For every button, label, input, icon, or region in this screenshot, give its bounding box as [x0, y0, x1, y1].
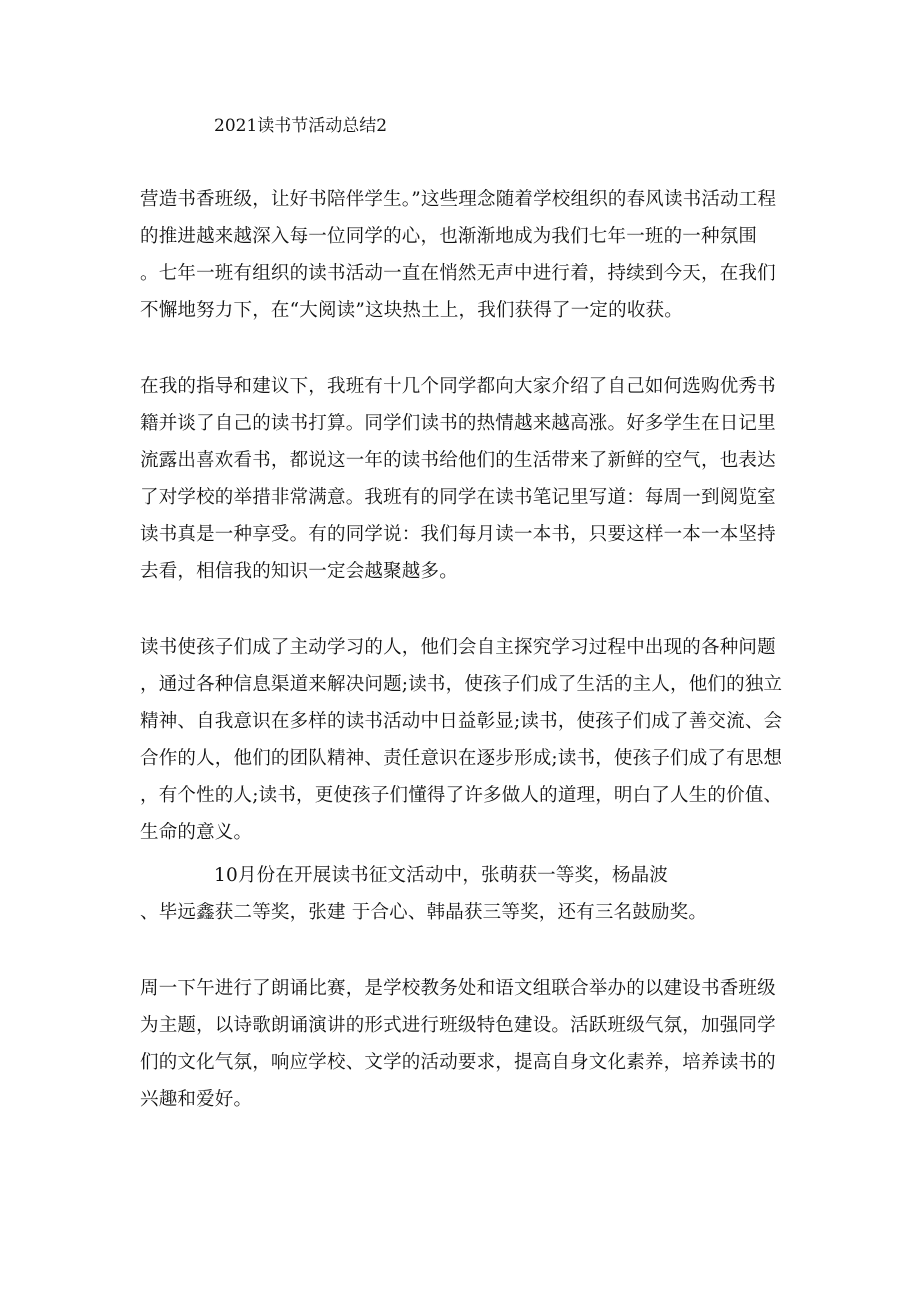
paragraph-3-line-4: 合作的人，他们的团队精神、责任意识在逐步形成;读书，使孩子们成了有思想	[140, 748, 783, 769]
paragraph-3-line-6: 生命的意义。	[140, 822, 253, 843]
paragraph-5-line-2: 为主题，以诗歌朗诵演讲的形式进行班级特色建设。活跃班级气氛，加强同学	[140, 1015, 776, 1036]
paragraph-1-line-4: 不懈地努力下，在“大阅读”这块热土上，我们获得了一定的收获。	[140, 300, 683, 321]
paragraph-2-line-1: 在我的指导和建议下，我班有十几个同学都向大家介绍了自己如何选购优秀书	[140, 376, 776, 397]
paragraph-5-line-3: 们的文化气氛，响应学校、文学的活动要求，提高自身文化素养，培养读书的	[140, 1052, 776, 1073]
paragraph-3-line-2: ，通过各种信息渠道来解决问题;读书，使孩子们成了生活的主人，他们的独立	[140, 674, 783, 695]
document-title: 2021读书节活动总结2	[214, 116, 388, 136]
paragraph-3-line-1: 读书使孩子们成了主动学习的人，他们会自主探究学习过程中出现的各种问题	[140, 637, 776, 658]
paragraph-3-line-3: 精神、自我意识在多样的读书活动中日益彰显;读书，使孩子们成了善交流、会	[140, 711, 783, 732]
paragraph-5-line-1: 周一下午进行了朗诵比赛，是学校教务处和语文组联合举办的以建设书香班级	[140, 978, 776, 999]
paragraph-1-line-1: 营造书香班级，让好书陪伴学生。”这些理念随着学校组织的春风读书活动工程	[140, 189, 777, 210]
paragraph-4-line-2: 、毕远鑫获二等奖，张建 于合心、韩晶获三等奖，还有三名鼓励奖。	[140, 902, 708, 923]
paragraph-5-line-4: 兴趣和爱好。	[140, 1089, 253, 1110]
paragraph-3-line-5: ，有个性的人;读书，更使孩子们懂得了许多做人的道理，明白了人生的价值、	[140, 785, 783, 806]
paragraph-2-line-2: 籍并谈了自己的读书打算。同学们读书的热情越来越高涨。好多学生在日记里	[140, 413, 776, 434]
paragraph-1-line-3: 。七年一班有组织的读书活动一直在悄然无声中进行着，持续到今天，在我们	[140, 263, 776, 284]
paragraph-2-line-6: 去看，相信我的知识一定会越聚越多。	[140, 561, 458, 582]
paragraph-2-line-3: 流露出喜欢看书，都说这一年的读书给他们的生活带来了新鲜的空气，也表达	[140, 450, 776, 471]
paragraph-1-line-2: 的推进越来越深入每一位同学的心，也渐渐地成为我们七年一班的一种氛围	[140, 226, 758, 247]
paragraph-4-line-1: 10月份在开展读书征文活动中，张萌获一等奖，杨晶波	[214, 865, 669, 886]
paragraph-2-line-5: 读书真是一种享受。有的同学说：我们每月读一本书，只要这样一本一本坚持	[140, 524, 776, 545]
paragraph-2-line-4: 了对学校的举措非常满意。我班有的同学在读书笔记里写道：每周一到阅览室	[140, 487, 776, 508]
